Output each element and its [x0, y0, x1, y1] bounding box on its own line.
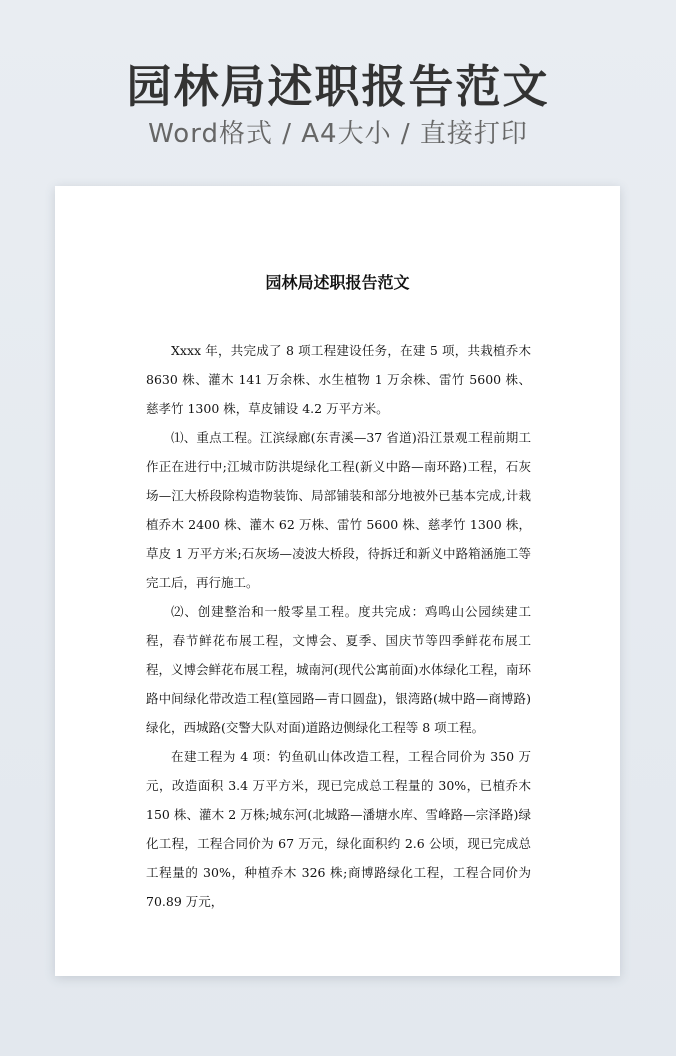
document-title: 园林局述职报告范文 — [265, 273, 410, 292]
document-page — [55, 186, 620, 976]
banner — [0, 0, 676, 186]
banner-subtitle: Word格式 / A4大小 / 直接打印 — [148, 119, 528, 149]
paragraph: ⑵、创建整治和一般零星工程。度共完成：鸡鸣山公园续建工程，春节鲜花布展工程，文博会、夏季、国庆节等四季鲜花布展工程，义博会鲜花布展工程，城南河(现代公寓前面)水体绿化工程，南环路中间绿化带改造工程(篁园路—青口圆盘)，银湾路(城中路—商博路)绿化，西城路(交警大队对面)道路边侧绿化工程等 8 项工程。 — [146, 604, 531, 735]
paragraph: Xxxx 年，共完成了 8 项工程建设任务，在建 5 项，共栽植乔木 8630 株、灌木 141 万余株、水生植物 1 万余株、雷竹 5600 株、慈孝竹 1300 株，草皮铺设 4.2 万平方米。 — [146, 343, 531, 416]
paragraph: ⑴、重点工程。江滨绿廊(东青溪—37 省道)沿江景观工程前期工作正在进行中;江城市防洪堤绿化工程(新义中路—南环路)工程，石灰场—江大桥段除构造物装饰、局部铺装和部分地被外已基本完成,计栽植乔木 2400 株、灌木 62 万株、雷竹 5600 株、慈孝竹 1300 株，草皮 1 万平方米;石灰场—凌波大桥段，待拆迁和新义中路箱涵施工等完工后，再行施工。 — [146, 430, 531, 590]
banner-title: 园林局述职报告范文 — [126, 60, 550, 113]
document-body — [146, 336, 531, 916]
paragraph: 在建工程为 4 项：钓鱼矶山体改造工程，工程合同价为 350 万元，改造面积 3.4 万平方米，现已完成总工程量的 30%，已植乔木 150 株、灌木 2 万株;城东河(北城路—潘塘水库、雪峰路—宗泽路)绿化工程，工程合同价为 67 万元，绿化面积约 2.6 公顷，现已完成总工程量的 30%，种植乔木 326 株;商博路绿化工程，工程合同价为 70.89 万元， — [146, 749, 531, 909]
